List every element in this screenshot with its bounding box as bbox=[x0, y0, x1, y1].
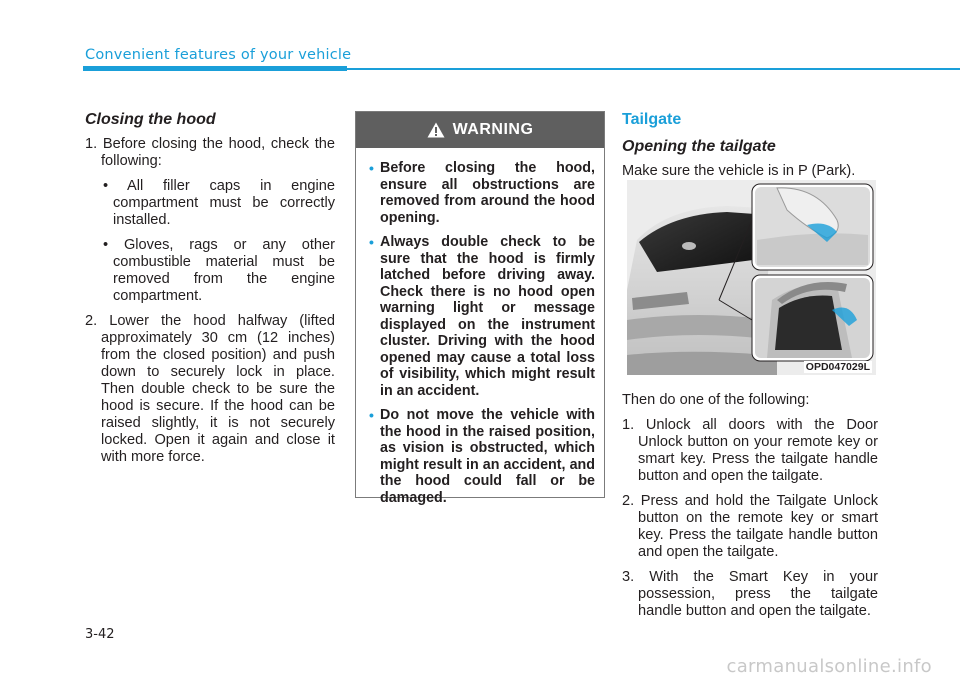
watermark: carmanualsonline.info bbox=[726, 656, 932, 677]
tailgate-illustration bbox=[627, 180, 876, 375]
warning-label: WARNING bbox=[452, 121, 534, 138]
page-number: 3-42 bbox=[85, 627, 115, 642]
right-column-steps bbox=[622, 392, 878, 628]
figure-code: OPD047029L bbox=[805, 361, 870, 373]
bullet-dot-icon: • bbox=[369, 234, 374, 250]
opening-tailgate-heading: Opening the tailgate bbox=[622, 138, 776, 155]
closing-hood-heading: Closing the hood bbox=[85, 111, 216, 128]
tailgate-step-3: 3. With the Smart Key in your possession, press the tailgate handle button and open the tailgate. bbox=[622, 569, 878, 619]
closing-check-bullet-1: • All filler caps in engine compartment must be correctly installed. bbox=[103, 178, 335, 228]
right-column bbox=[622, 110, 878, 180]
warning-item-2: • Always double check to be sure that the hood is firmly latched before driving away. Check there is no hood open warning light or message displayed on the instrument cluster. Driving with the hood opened may cause a total loss of visibility, which might result in an accident. bbox=[369, 234, 595, 399]
tailgate-lead: Then do one of the following: bbox=[622, 392, 810, 408]
warning-triangle-icon bbox=[427, 122, 445, 138]
section-header-title: Convenient features of your vehicle bbox=[85, 47, 352, 63]
warning-item-1: • Before closing the hood, ensure all obstructions are removed from around the hood opening. bbox=[369, 160, 595, 226]
header-rule-accent bbox=[83, 66, 347, 71]
closing-step-2: 2. Lower the hood halfway (lifted approximately 30 cm (12 inches) from the closed position) and push down to securely lock in place. Then double check to be sure the hood is secure. If the hood can be raised slightly, it is not securely locked. Open it again and close it with more force. bbox=[85, 313, 335, 465]
warning-item-3: • Do not move the vehicle with the hood in the raised position, as vision is obstructed, which might result in an accident, and the hood could fall or be damaged. bbox=[369, 407, 595, 506]
left-column bbox=[85, 110, 335, 474]
closing-check-bullet-2: • Gloves, rags or any other combustible material must be removed from the engine compartment. bbox=[103, 237, 335, 304]
tailgate-step-2: 2. Press and hold the Tailgate Unlock button on the remote key or smart key. Press the tailgate handle button and open the tailgate. bbox=[622, 493, 878, 560]
header-rule-line bbox=[347, 68, 960, 70]
tailgate-intro: Make sure the vehicle is in P (Park). bbox=[622, 163, 856, 179]
bullet-dot-icon: • bbox=[369, 160, 374, 176]
bullet-dot-icon: • bbox=[369, 407, 374, 423]
closing-step-1: 1. Before closing the hood, check the following: bbox=[85, 136, 335, 169]
warning-box bbox=[355, 111, 605, 506]
warning-header bbox=[356, 112, 604, 148]
tailgate-car-illustration bbox=[627, 180, 876, 375]
warning-list bbox=[356, 148, 604, 506]
tailgate-section-title: Tailgate bbox=[622, 111, 682, 128]
tailgate-step-1: 1. Unlock all doors with the Door Unlock button on your remote key or smart key. Press the tailgate handle button and open the tailgate. bbox=[622, 417, 878, 484]
